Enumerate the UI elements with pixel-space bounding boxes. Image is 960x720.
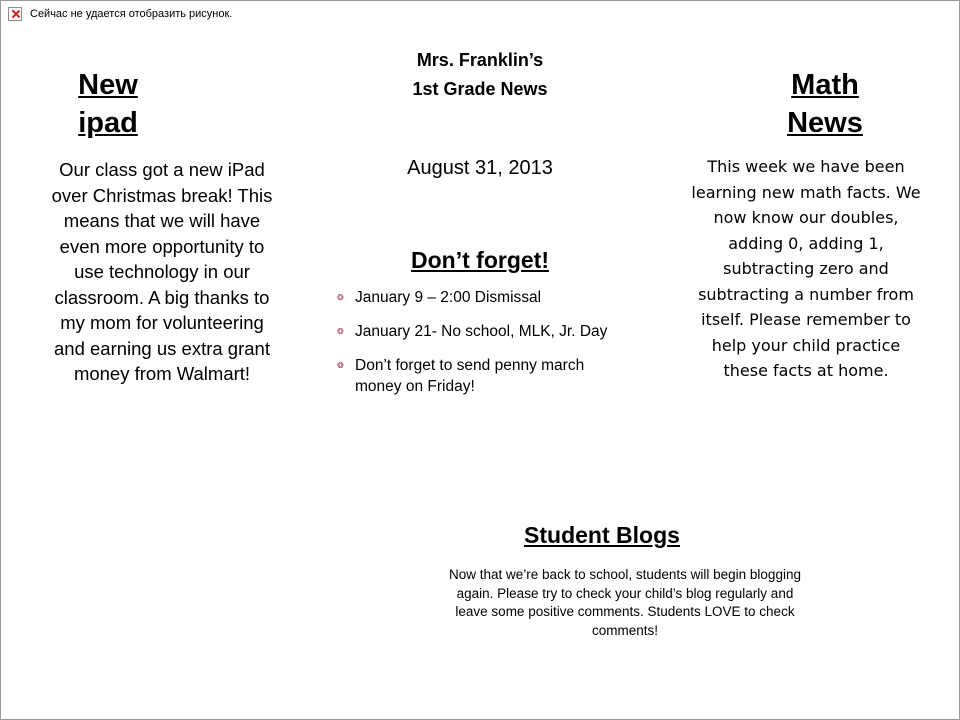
- broken-image-text: Сейчас не удается отобразить рисунок.: [30, 8, 233, 20]
- broken-image-icon: [8, 7, 22, 21]
- dont-forget-heading: Don’t forget!: [411, 247, 549, 273]
- math-news-heading-line2: News: [787, 107, 863, 139]
- list-item: [334, 287, 634, 308]
- list-item: [334, 355, 634, 397]
- broken-image-placeholder: [8, 7, 232, 21]
- list-item-text: January 9 – 2:00 Dismissal: [355, 289, 542, 306]
- list-item-text: Don’t forget to send penny march money on Friday!: [355, 357, 585, 395]
- ornament-bullet-icon: ❂: [337, 327, 344, 336]
- newsletter-title-line2: 1st Grade News: [412, 79, 548, 99]
- new-ipad-heading: [48, 66, 168, 142]
- math-news-heading-line1: Math: [791, 69, 859, 101]
- math-news-body: This week we have been learning new math facts. We now know our doubles, adding 0, adding 1, subtracting zero and subtracting a number from itself. Please remember to help your child practice these facts at home.: [691, 157, 921, 380]
- list-item-text: January 21- No school, MLK, Jr. Day: [355, 323, 608, 340]
- dont-forget-list: [334, 287, 634, 410]
- new-ipad-heading-line1: New: [78, 69, 138, 101]
- math-news-heading: [760, 66, 890, 142]
- student-blogs-body: Now that we’re back to school, students will begin blogging again. Please try to check your child’s blog regularly and leave some positive comments. Students LOVE to check comments!: [449, 567, 801, 638]
- new-ipad-body: Our class got a new iPad over Christmas break! This means that we will have even more opportunity to use technology in our classroom. A big thanks to my mom for volunteering and earning us extra grant money from Walmart!: [51, 159, 273, 384]
- list-item: [334, 321, 634, 342]
- newsletter-title: [330, 46, 630, 104]
- student-blogs-heading: Student Blogs: [524, 522, 680, 548]
- new-ipad-heading-line2: ipad: [78, 107, 138, 139]
- ornament-bullet-icon: ❂: [337, 293, 344, 302]
- ornament-bullet-icon: ❂: [337, 361, 344, 370]
- newsletter-title-line1: Mrs. Franklin’s: [416, 50, 544, 70]
- newsletter-date: August 31, 2013: [407, 157, 553, 179]
